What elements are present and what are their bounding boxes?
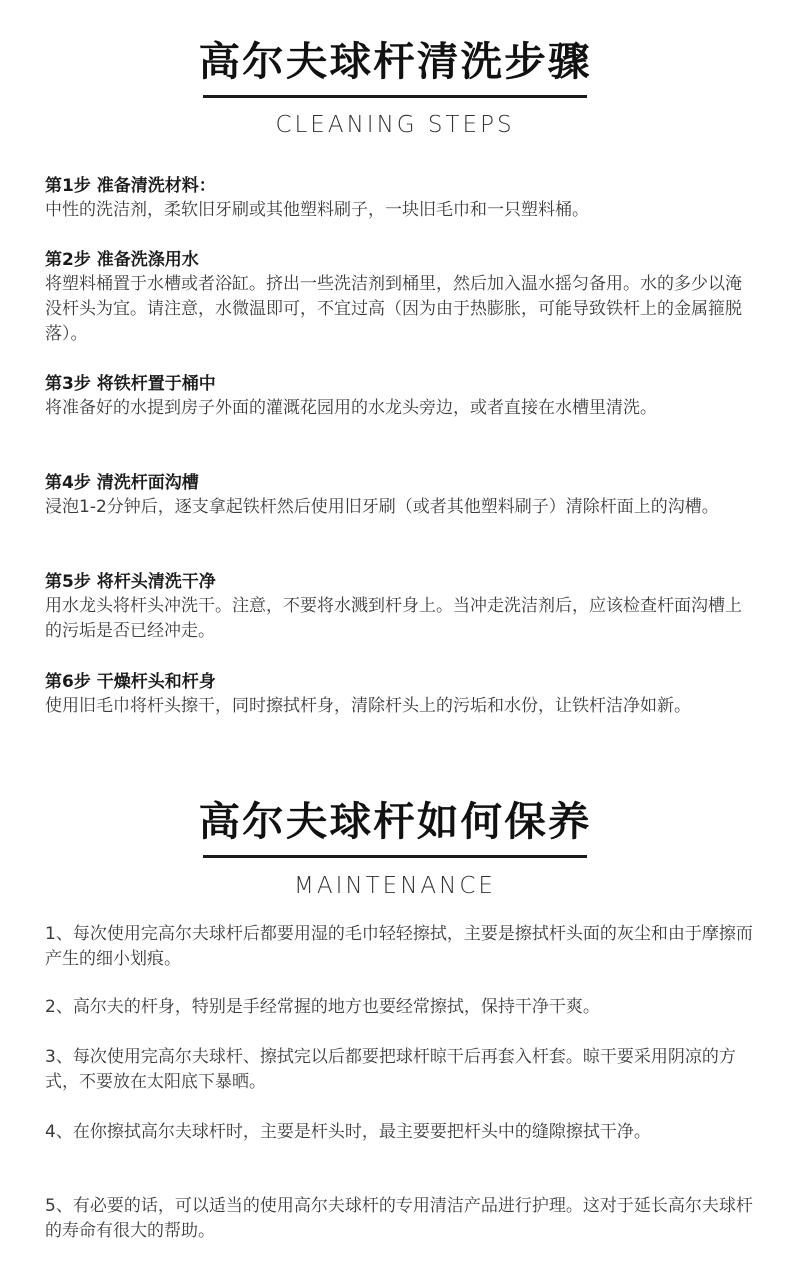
maintenance-tip-5: 5、有必要的话，可以适当的使用高尔夫球杆的专用清洁产品进行护理。这对于延长高尔夫球杆的寿命有很大的帮助。: [45, 1196, 753, 1241]
cleaning-subtitle: CLEANING STEPS: [275, 112, 515, 138]
step-title: 第4步 清洗杆面沟槽: [45, 473, 199, 493]
step-title: 第2步 准备洗涤用水: [45, 250, 199, 270]
step-title: 第5步 将杆头清洗干净: [45, 572, 216, 592]
step-title: 第6步 干燥杆头和杆身: [45, 672, 216, 692]
step-body: 将准备好的水提到房子外面的灌溉花园用的水龙头旁边，或者直接在水槽里清洗。: [45, 398, 657, 418]
cleaning-step-5: [45, 570, 755, 644]
cleaning-step-1: [45, 174, 755, 223]
step-body: 用水龙头将杆头冲洗干。注意，不要将水溅到杆身上。当冲走洗洁剂后，应该检查杆面沟槽上的污垢是否已经冲走。: [45, 596, 742, 641]
step-title: 第3步 将铁杆置于桶中: [45, 374, 216, 394]
cleaning-step-6: [45, 670, 755, 719]
maintenance-tip-1: 1、每次使用完高尔夫球杆后都要用湿的毛巾轻轻擦拭，主要是擦拭杆头面的灰尘和由于摩擦而产生的细小划痕。: [45, 924, 753, 969]
step-body: 使用旧毛巾将杆头擦干，同时擦拭杆身，清除杆头上的污垢和水份，让铁杆洁净如新。: [45, 696, 691, 716]
cleaning-section-header: [0, 38, 790, 139]
cleaning-step-2: [45, 248, 755, 347]
step-body: 中性的洗洁剂，柔软旧牙刷或其他塑料刷子，一块旧毛巾和一只塑料桶。: [45, 200, 589, 220]
maintenance-title-divider: [203, 855, 587, 858]
step-body: 将塑料桶置于水槽或者浴缸。挤出一些洗洁剂到桶里，然后加入温水摇匀备用。水的多少以淹没杆头为宜。请注意，水微温即可，不宜过高（因为由于热膨胀，可能导致铁杆上的金属箍脱落）。: [45, 274, 742, 344]
cleaning-step-3: [45, 372, 755, 421]
step-title: 第1步 准备清洗材料：: [45, 176, 216, 196]
maintenance-title: 高尔夫球杆如何保养: [198, 799, 592, 845]
maintenance-tip-2: 2、高尔夫的杆身，特别是手经常握的地方也要经常擦拭，保持干净干爽。: [45, 997, 600, 1017]
maintenance-tip-4: 4、在你擦拭高尔夫球杆时，主要是杆头时，最主要要把杆头中的缝隙擦拭干净。: [45, 1122, 651, 1142]
cleaning-title: 高尔夫球杆清洗步骤: [198, 39, 592, 85]
maintenance-tip-3: 3、每次使用完高尔夫球杆、擦拭完以后都要把球杆晾干后再套入杆套。晾干要采用阴凉的方式，不要放在太阳底下暴晒。: [45, 1047, 736, 1092]
cleaning-title-divider: [203, 95, 587, 98]
cleaning-step-4: [45, 471, 755, 520]
maintenance-subtitle: MAINTENANCE: [294, 873, 496, 899]
step-body: 浸泡1-2分钟后，逐支拿起铁杆然后使用旧牙刷（或者其他塑料刷子）清除杆面上的沟槽。: [45, 497, 719, 517]
maintenance-section-header: [0, 798, 790, 900]
